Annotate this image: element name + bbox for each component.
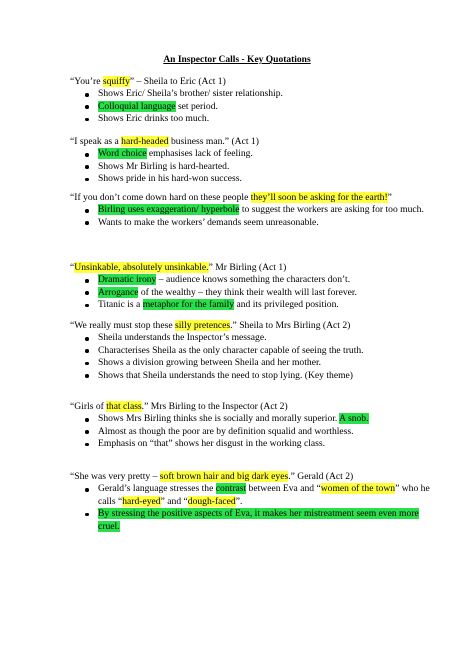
bullet-item (70, 413, 440, 425)
text-run: ” – Sheila to Eric (Act 1) (129, 76, 226, 87)
yellow-highlight: that class (106, 401, 142, 412)
text-run: Gerald’s language stresses the (98, 483, 216, 495)
bullet-item (70, 345, 440, 357)
bullet-item (70, 426, 440, 438)
text-run: .” Sheila to Mrs Birling (Act 2) (230, 320, 351, 331)
yellow-highlight: dough-faced (187, 495, 236, 507)
quote-section-3 (70, 192, 440, 229)
bullet-item (70, 204, 440, 216)
text-run: ” who he calls “ (98, 483, 430, 507)
bullet-item (70, 438, 440, 450)
bullet-list (70, 88, 440, 125)
yellow-highlight: squiffy (102, 76, 130, 87)
text-run: Shows Mrs Birling thinks she is socially and morally superior. (98, 413, 340, 425)
yellow-highlight: soft brown hair and big dark eyes (159, 471, 289, 482)
text-run: and its privileged position. (234, 299, 339, 311)
quote-line (70, 401, 440, 413)
quote-section-7 (70, 471, 440, 533)
bullet-item (70, 483, 440, 508)
bullet-item (70, 274, 440, 286)
bullet-item (70, 287, 440, 299)
text-run: “ (70, 262, 75, 273)
text-run: ” (387, 192, 392, 203)
text-run: Wants to make the workers’ demands seem unreasonable. (98, 216, 319, 228)
green-highlight: Colloquial language (98, 100, 176, 112)
bullet-item (70, 332, 440, 344)
green-highlight: A snob. (339, 413, 369, 425)
text-run: ”. (235, 495, 243, 507)
green-highlight: By stressing the positive aspects of Eva, it makes her mistreatment seem even more cruel. (98, 508, 419, 532)
bullet-item (70, 299, 440, 311)
bullet-list (70, 483, 440, 533)
bullet-item (70, 101, 440, 113)
yellow-highlight: women of the town (320, 483, 396, 495)
bullet-item (70, 88, 440, 100)
quote-line (70, 192, 440, 204)
text-run: Shows that Sheila understands the need to stop lying. (Key theme) (98, 369, 353, 381)
quote-line (70, 320, 440, 332)
text-run: Titanic is a (98, 299, 143, 311)
text-run: Emphasis on “that” shows her disgust in the working class. (98, 438, 326, 450)
text-run: “I speak as a (70, 136, 122, 147)
bullet-item (70, 508, 440, 533)
text-run: emphasises lack of feeling. (146, 148, 253, 160)
green-highlight: metaphor for the family (142, 299, 235, 311)
text-run: “We really must stop these (70, 320, 175, 331)
text-run: Sheila understands the Inspector’s message. (98, 332, 267, 344)
text-run: of the wealthy – they think their wealth will last forever. (138, 286, 357, 298)
quote-section-5 (70, 320, 440, 382)
text-run: “Girls of (70, 401, 107, 412)
text-run: Shows Mr Birling is hard-hearted. (98, 160, 230, 172)
text-run: Shows a division growing between Sheila and her mother. (98, 357, 322, 369)
bullet-item (70, 357, 440, 369)
text-run: .” Gerald (Act 2) (288, 471, 354, 482)
bullet-list (70, 148, 440, 185)
green-highlight: Arrogance (98, 286, 139, 298)
text-run: Shows Eric drinks too much. (98, 113, 210, 125)
green-highlight: Word choice (98, 148, 147, 160)
yellow-highlight: hard-headed (121, 136, 169, 147)
text-run: – audience knows something the characters don’t. (156, 274, 351, 286)
quote-section-6 (70, 401, 440, 451)
text-run: Shows pride in his hard-won success. (98, 173, 242, 185)
text-run: Shows Eric/ Sheila’s brother/ sister relationship. (98, 88, 283, 100)
quote-line (70, 136, 440, 148)
bullet-item (70, 161, 440, 173)
yellow-highlight: hard-eyed (122, 495, 161, 507)
text-run: between Eva and “ (246, 483, 321, 495)
yellow-highlight: they’ll soon be asking for the earth! (250, 192, 388, 203)
text-run: “You’re (70, 76, 103, 87)
quote-line (70, 262, 440, 274)
text-run: ” and “ (160, 495, 188, 507)
text-run: to suggest the workers are asking for too much. (239, 204, 424, 216)
document-title: An Inspector Calls - Key Quotations (163, 55, 311, 65)
text-run: ” Mr Birling (Act 1) (208, 262, 287, 273)
yellow-highlight: Unsinkable, absolutely unsinkable. (74, 262, 209, 273)
bullet-list (70, 413, 440, 450)
bullet-item (70, 370, 440, 382)
green-highlight: contrast (215, 483, 247, 495)
quote-section-1 (70, 76, 440, 126)
bullet-item (70, 173, 440, 185)
text-run: .” Mrs Birling to the Inspector (Act 2) (141, 401, 288, 412)
bullet-item (70, 217, 440, 229)
quote-section-4 (70, 262, 440, 312)
bullet-list (70, 204, 440, 229)
text-run: Almost as though the poor are by definition squalid and worthless. (98, 425, 354, 437)
bullet-list (70, 274, 440, 311)
quote-section-2 (70, 136, 440, 186)
bullet-item (70, 113, 440, 125)
green-highlight: Birling uses exaggeration/ hyperbole (98, 204, 240, 216)
text-run: business man.” (Act 1) (168, 136, 259, 147)
text-run: Characterises Sheila as the only character capable of seeing the truth. (98, 344, 364, 356)
yellow-highlight: silly pretences (175, 320, 231, 331)
text-run: set period. (175, 100, 218, 112)
bullet-list (70, 332, 440, 382)
quote-line (70, 76, 440, 88)
green-highlight: Dramatic irony (98, 274, 157, 286)
text-run: “If you don’t come down hard on these people (70, 192, 251, 203)
text-run: “She was very pretty – (70, 471, 160, 482)
quote-line (70, 471, 440, 483)
bullet-item (70, 148, 440, 160)
